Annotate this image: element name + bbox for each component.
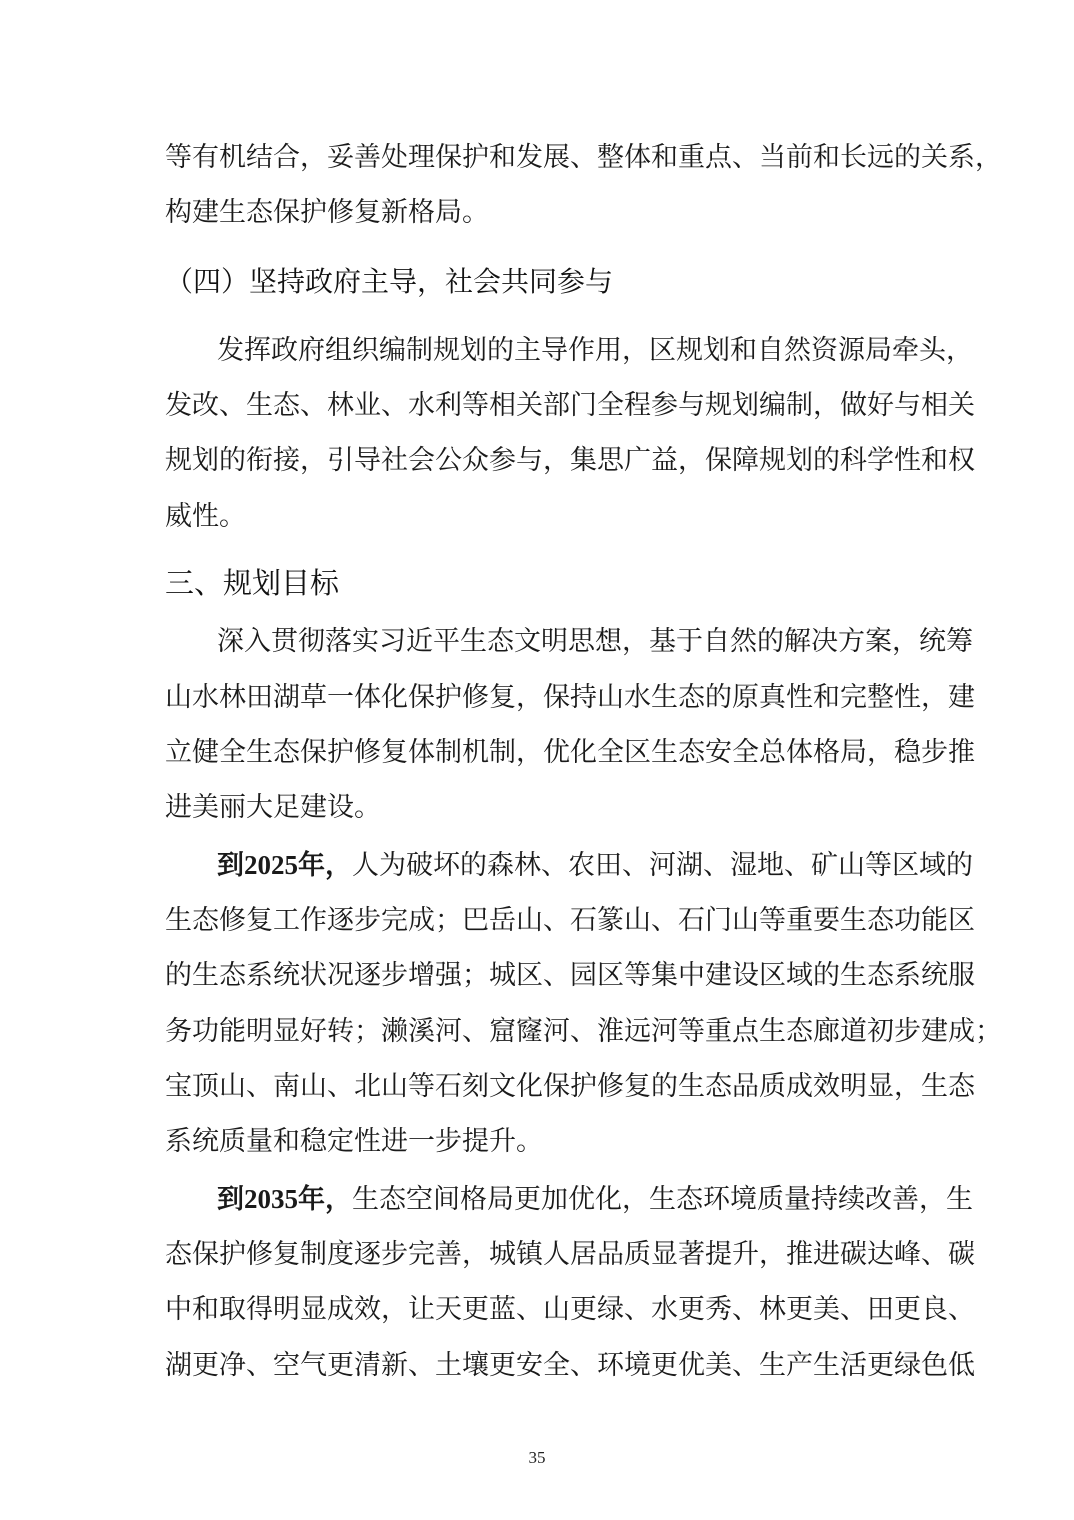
section-heading: （四）坚持政府主导，社会共同参与: [165, 265, 614, 298]
text-span: 人为破坏的森林、农田、河湖、湿地、矿山等区域的: [352, 850, 973, 881]
text-line: 的生态系统状况逐步增强；城区、园区等集中建设区域的生态系统服: [165, 960, 975, 991]
text-line: [217, 845, 973, 885]
text-line: 湖更净、空气更清新、土壤更安全、环境更优美、生产生活更绿色低: [165, 1350, 975, 1381]
text-line: 生态修复工作逐步完成；巴岳山、石篆山、石门山等重要生态功能区: [165, 905, 975, 936]
year-lead: 到2025年，: [217, 850, 352, 880]
text-line: 态保护修复制度逐步完善，城镇人居品质显著提升，推进碳达峰、碳: [165, 1239, 975, 1270]
text-line: 立健全生态保护修复体制机制，优化全区生态安全总体格局，稳步推: [165, 737, 975, 768]
text-line: 宝顶山、南山、北山等石刻文化保护修复的生态品质成效明显，生态: [165, 1071, 975, 1102]
text-line: 山水林田湖草一体化保护修复，保持山水生态的原真性和完整性，建: [165, 682, 975, 713]
text-line: 进美丽大足建设。: [165, 792, 381, 823]
text-line: 发挥政府组织编制规划的主导作用，区规划和自然资源局牵头，: [217, 335, 973, 366]
page-number: 35: [528, 1448, 546, 1467]
text-line: 务功能明显好转；濑溪河、窟窿河、淮远河等重点生态廊道初步建成；: [165, 1016, 1002, 1047]
text-span: 生态空间格局更加优化，生态环境质量持续改善，生: [352, 1184, 973, 1215]
section-heading: 三、规划目标: [165, 566, 340, 600]
text-line: 规划的衔接，引导社会公众参与，集思广益，保障规划的科学性和权: [165, 445, 975, 476]
text-line: 等有机结合，妥善处理保护和发展、整体和重点、当前和长远的关系，: [165, 142, 1002, 173]
text-line: 深入贯彻落实习近平生态文明思想，基于自然的解决方案，统筹: [217, 626, 973, 657]
text-line: 中和取得明显成效，让天更蓝、山更绿、水更秀、林更美、田更良、: [165, 1294, 975, 1325]
text-line: 威性。: [165, 501, 246, 532]
text-line: 发改、生态、林业、水利等相关部门全程参与规划编制，做好与相关: [165, 390, 975, 421]
text-line: 构建生态保护修复新格局。: [165, 197, 489, 228]
text-line: [217, 1179, 973, 1219]
year-lead: 到2035年，: [217, 1184, 352, 1214]
text-line: 系统质量和稳定性进一步提升。: [165, 1126, 543, 1157]
